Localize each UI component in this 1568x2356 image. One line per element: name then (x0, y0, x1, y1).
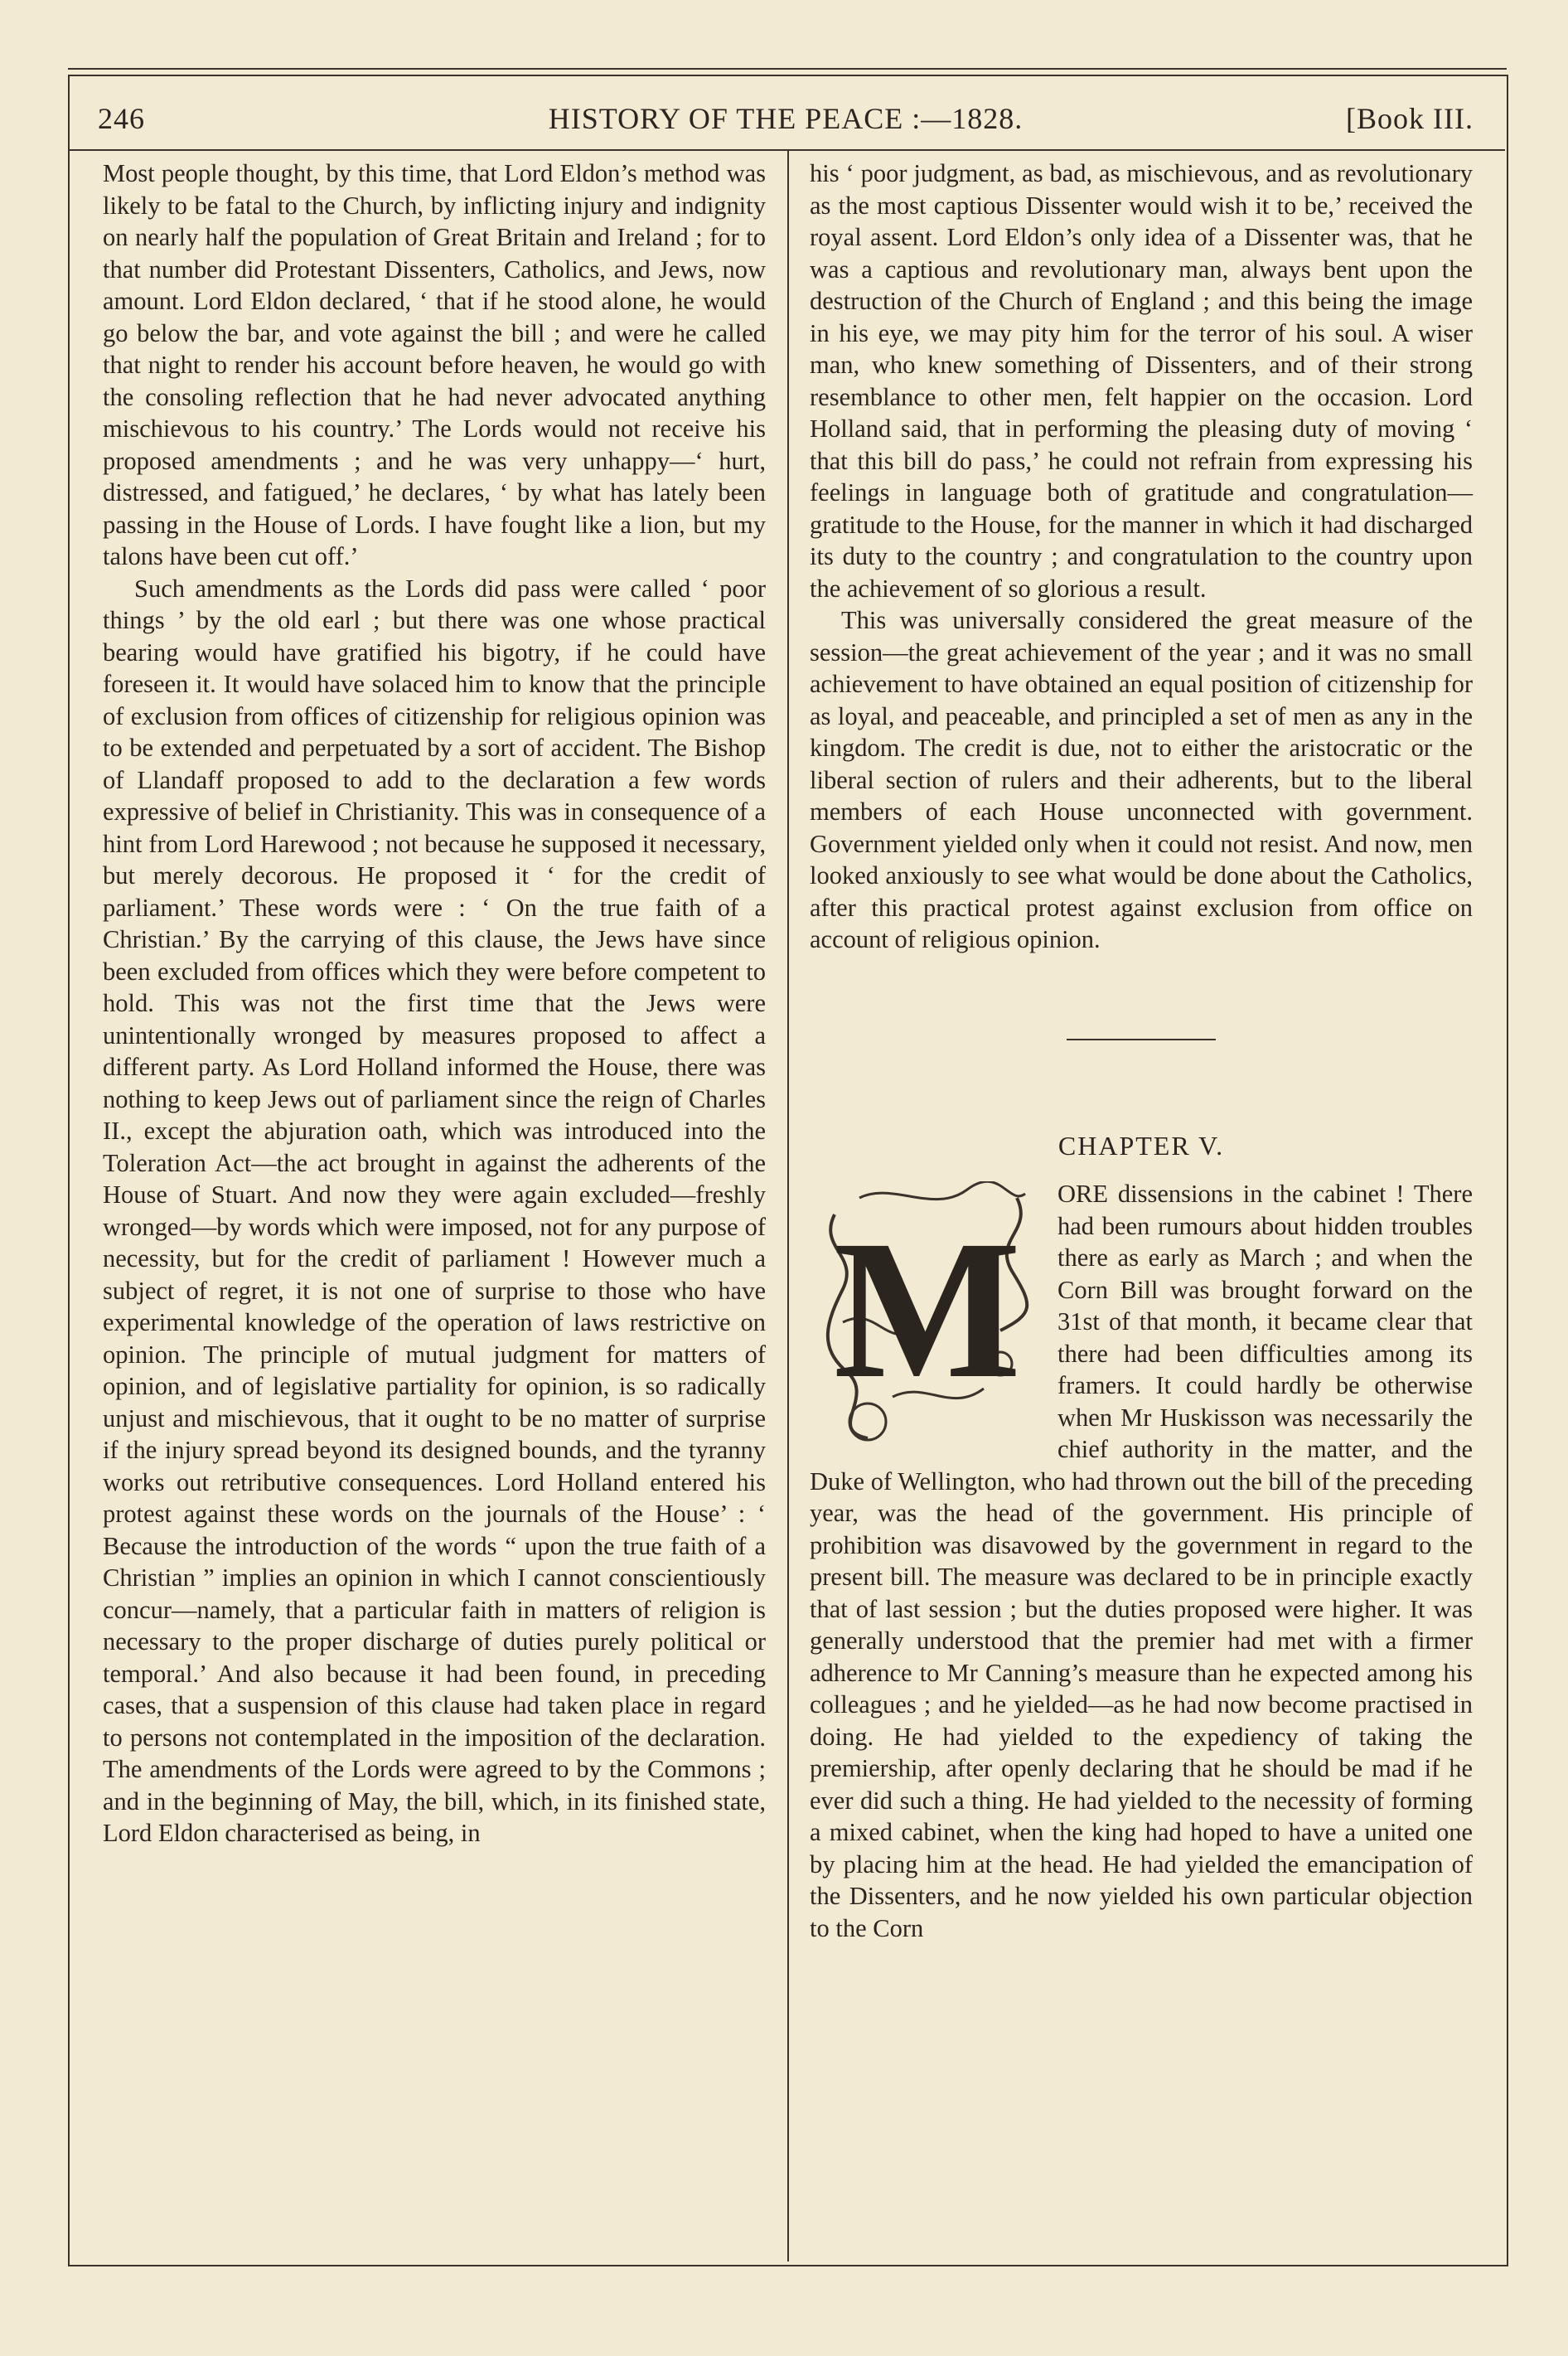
column-divider (787, 151, 789, 2261)
right-column (810, 158, 1473, 1944)
ornament-icon (810, 1181, 1046, 1457)
paragraph: his ‘ poor judgment, as bad, as mischievous, and as revolutionary as the most captious Dissenter would wish it to be,’ received the royal assent. Lord Eldon’s only idea of a Dissenter was, that he was a captious and revolutionary man, always bent upon the destruction of the Church of England ; and this being the image in his eye, we may pity him for the terror of his soul. A wiser man, who knew something of Dissenters, and of their strong resemblance to other men, felt happier on the occasion. Lord Holland said, that in performing the pleasing duty of moving ‘ that this bill do pass,’ he could not refrain from expressing his feelings in language both of gratitude and congratulation—gratitude to the House, for the manner in which it had discharged its duty to the country ; and congratulation to the country upon the achievement of so glorious a result. (810, 159, 1473, 603)
left-column (103, 158, 766, 1849)
section-divider (1067, 1039, 1216, 1040)
paragraph: This was universally considered the great measure of the session—the great achievement of the year ; and it was no small achievement to have obtained an equal position of citizenship for as loyal, and peaceable, and principled a set of men as any in the kingdom. The credit is due, not to either the aristocratic or the liberal section of rulers and their adherents, but to the liberal members of each House unconnected with government. Government yielded only when it could not resist. And now, men looked anxiously to see what would be done about the Catholics, after this practical protest against exclusion from office on account of religious opinion. (810, 606, 1473, 953)
drop-cap-letter: M (833, 1199, 1022, 1419)
paragraph: Such amendments as the Lords did pass were called ‘ poor things ’ by the old earl ; but there was one whose practical bearing would have gratified his bigotry, if he could have foreseen it. It would have solaced him to know that the principle of exclusion from offices of citizenship for religious opinion was to be extended and perpetuated by a sort of accident. The Bishop of Llandaff proposed to add to the declaration a few words expressive of belief in Christianity. This was in consequence of a hint from Lord Harewood ; not because he supposed it necessary, but merely decorous. He proposed it ‘ for the credit of parliament.’ These words were : ‘ On the true faith of a Christian.’ By the carrying of this clause, the Jews have since been excluded from offices which they were before competent to hold. This was not the first time that the Jews were unintentionally wronged by measures proposed to affect a different party. As Lord Holland informed the House, there was nothing to keep Jews out of parliament since the reign of Charles II., except the abjuration oath, which was introduced into the Toleration Act—the act brought in against the adherents of the House of Stuart. And now they were again excluded—freshly wronged—by words which were imposed, not for any purpose of necessity, but for the credit of parliament ! However much a subject of regret, it is not one of surprise to those who have experimental knowledge of the operation of laws restrictive on opinion. The principle of mutual judgment for matters of opinion, and of legislative partiality for opinion, is so radically unjust and mischievous, that it ought to be no matter of surprise if the injury spread beyond its designed bounds, and the tyranny works out retributive consequences. Lord Holland entered his protest against these words on the journals of the House’ : ‘ Because the introduction of the words “ upon the true faith of a Christian ” implies an opinion in which I cannot conscientiously concur—namely, that a particular faith in matters of religion is necessary to the proper discharge of duties purely political or temporal.’ And also because it had been found, in preceding cases, that a suspension of this clause had taken place in regard to persons not contemplated in the imposition of the declaration. The amendments of the Lords were agreed to by the Commons ; and in the beginning of May, the bill, which, in its finished state, Lord Eldon characterised as being, in (103, 574, 766, 1847)
running-header (98, 98, 1474, 139)
paragraph: Most people thought, by this time, that Lord Eldon’s method was likely to be fatal to the Church, by inflicting injury and indignity on nearly half the population of Great Britain and Ireland ; for to that number did Protestant Dissenters, Catholics, and Jews, now amount. Lord Eldon declared, ‘ that if he stood alone, he would go below the bar, and vote against the bill ; and were he called that night to render his account before heaven, he would go with the consoling reflection that he had never advocated anything mischievous to his country.’ The Lords would not receive his proposed amendments ; and he was very unhappy—‘ hurt, distressed, and fatigued,’ he declares, ‘ by what has lately been passing in the House of Lords. I have fought like a lion, but my talons have been cut off.’ (103, 159, 766, 570)
book-label: [Book III. (1346, 102, 1474, 135)
chapter-paragraph: ORE dissensions in the cabinet ! There had been rumours about hidden troubles there as early as March ; and when the Corn Bill was brought forward on the 31st of that month, it became clear that there had been difficulties among its framers. It could hardly be otherwise when Mr Huskisson was necessarily the chief authority in the matter, and the Duke of Wellington, who had thrown out the bill of the preceding year, was the head of the government. His principle of prohibition was disavowed by the government in regard to the present bill. The measure was declared to be in principle exactly that of last session ; but the duties proposed were higher. It was generally understood that the premier had met with a firmer adherence to Mr Canning’s measure than he expected among his colleagues ; and he yielded—as he had now become practised in doing. He had yielded to the expediency of taking the premiership, after openly declaring that he should be mad if he ever did such a thing. He had yielded to the necessity of forming a mixed cabinet, when the king had hoped to have a united one by placing him at the head. He had yielded the emancipation of the Dissenters, and he now yielded his own particular objection to the Corn (810, 1180, 1473, 1942)
ornamental-initial (810, 1181, 1046, 1457)
page-number: 246 (98, 102, 145, 135)
running-title: HISTORY OF THE PEACE :—1828. (548, 102, 1024, 135)
chapter-heading: CHAPTER V. (1057, 1130, 1225, 1161)
frame-top-rule (68, 68, 1507, 70)
